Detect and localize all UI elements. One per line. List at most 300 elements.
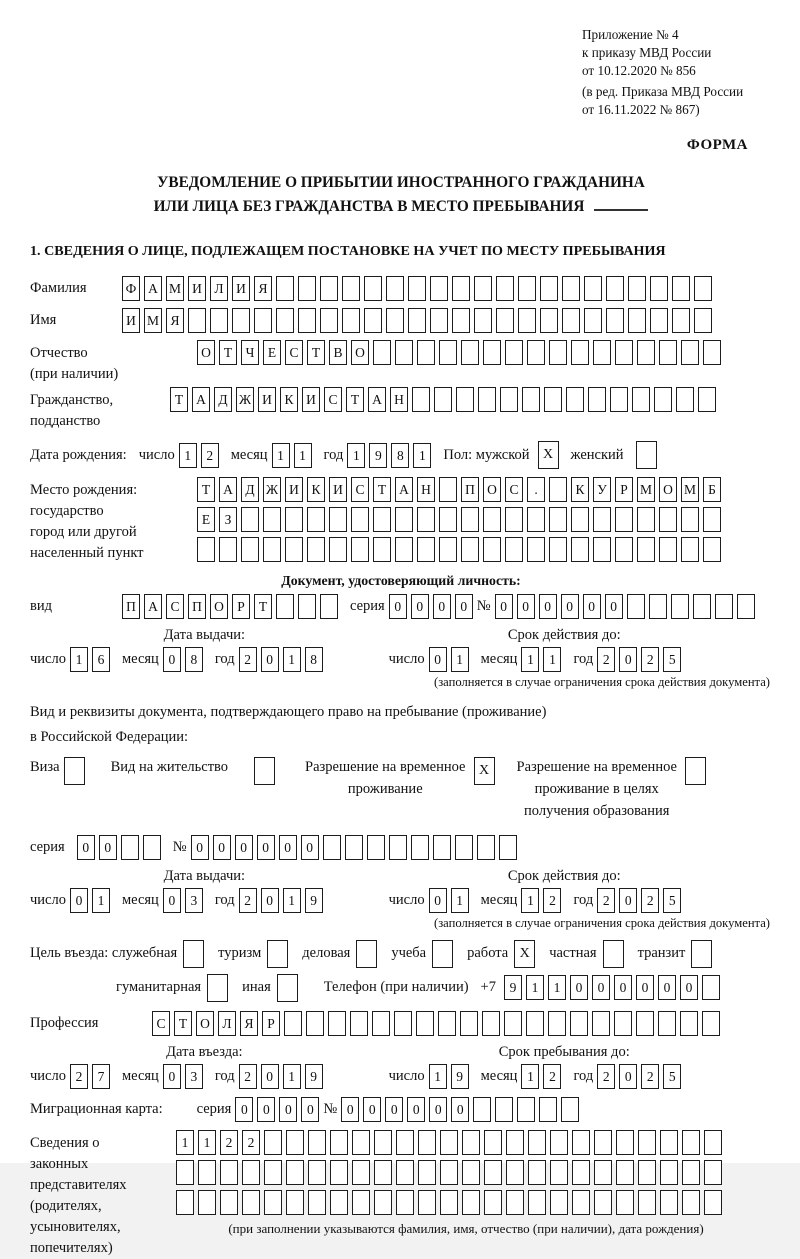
- char-cell-empty[interactable]: [473, 1097, 491, 1122]
- char-cell-filled[interactable]: Ж: [263, 477, 281, 502]
- char-cell-empty[interactable]: [456, 387, 474, 412]
- char-cell-empty[interactable]: [461, 507, 479, 532]
- char-cell-empty[interactable]: [342, 308, 360, 333]
- char-cell-filled[interactable]: 0: [680, 975, 698, 1000]
- char-cell-filled[interactable]: X: [474, 757, 495, 785]
- char-cell-empty[interactable]: [367, 835, 385, 860]
- char-cell-empty[interactable]: [460, 1011, 478, 1036]
- char-cell-filled[interactable]: М: [681, 477, 699, 502]
- char-cell-filled[interactable]: 0: [261, 647, 279, 672]
- char-cell-filled[interactable]: П: [461, 477, 479, 502]
- char-cell-filled[interactable]: 2: [597, 647, 615, 672]
- char-cell-empty[interactable]: [522, 387, 540, 412]
- char-cell-filled[interactable]: 1: [521, 647, 539, 672]
- char-cell-empty[interactable]: [474, 276, 492, 301]
- char-cell-empty[interactable]: [680, 1011, 698, 1036]
- char-cell-empty[interactable]: [374, 1160, 392, 1185]
- char-cell-filled[interactable]: Я: [254, 276, 272, 301]
- char-cell-empty[interactable]: [703, 507, 721, 532]
- char-cell-filled[interactable]: 0: [257, 1097, 275, 1122]
- char-cell-empty[interactable]: [285, 537, 303, 562]
- char-cell-empty[interactable]: [461, 340, 479, 365]
- char-cell-filled[interactable]: Я: [240, 1011, 258, 1036]
- char-cell-filled[interactable]: Л: [218, 1011, 236, 1036]
- char-cell-empty[interactable]: [373, 507, 391, 532]
- char-cell-filled[interactable]: 0: [605, 594, 623, 619]
- char-cell-empty[interactable]: [298, 594, 316, 619]
- char-cell-empty[interactable]: [672, 308, 690, 333]
- char-cell-empty[interactable]: [681, 507, 699, 532]
- char-cell-empty[interactable]: [345, 835, 363, 860]
- char-cell-empty[interactable]: [615, 340, 633, 365]
- char-cell-filled[interactable]: 5: [663, 1064, 681, 1089]
- char-cell-empty[interactable]: [440, 1190, 458, 1215]
- char-cell-empty[interactable]: [549, 537, 567, 562]
- char-cell-filled[interactable]: И: [122, 308, 140, 333]
- char-cell-filled[interactable]: X: [538, 441, 559, 469]
- char-cell-empty[interactable]: [703, 537, 721, 562]
- char-cell-empty[interactable]: [396, 1130, 414, 1155]
- char-cell-filled[interactable]: 2: [242, 1130, 260, 1155]
- char-cell-filled[interactable]: Б: [703, 477, 721, 502]
- char-cell-empty[interactable]: [263, 507, 281, 532]
- char-cell-empty[interactable]: [440, 1130, 458, 1155]
- char-cell-filled[interactable]: X: [514, 940, 535, 968]
- char-cell-empty[interactable]: [176, 1160, 194, 1185]
- char-cell-filled[interactable]: 0: [583, 594, 601, 619]
- char-cell-filled[interactable]: 0: [614, 975, 632, 1000]
- char-cell-empty[interactable]: [702, 1011, 720, 1036]
- char-cell-empty[interactable]: [562, 276, 580, 301]
- char-cell-empty[interactable]: [373, 340, 391, 365]
- char-cell-empty[interactable]: [396, 1190, 414, 1215]
- char-cell-empty[interactable]: [286, 1160, 304, 1185]
- char-cell-filled[interactable]: 1: [92, 888, 110, 913]
- char-cell-filled[interactable]: П: [122, 594, 140, 619]
- char-cell-filled[interactable]: Ф: [122, 276, 140, 301]
- char-cell-empty[interactable]: [549, 340, 567, 365]
- char-cell-empty[interactable]: [682, 1190, 700, 1215]
- char-cell-filled[interactable]: 7: [92, 1064, 110, 1089]
- char-cell-empty[interactable]: [411, 835, 429, 860]
- char-cell-empty[interactable]: [526, 1011, 544, 1036]
- business-checkbox[interactable]: [356, 940, 381, 968]
- char-cell-filled[interactable]: 0: [451, 1097, 469, 1122]
- char-cell-filled[interactable]: А: [144, 276, 162, 301]
- char-cell-empty[interactable]: [527, 340, 545, 365]
- char-cell-filled[interactable]: 0: [163, 888, 181, 913]
- official-checkbox[interactable]: [183, 940, 208, 968]
- char-cell-filled[interactable]: 9: [504, 975, 522, 1000]
- transit-checkbox[interactable]: [691, 940, 716, 968]
- char-cell-empty[interactable]: [650, 276, 668, 301]
- char-cell-empty[interactable]: [484, 1190, 502, 1215]
- char-cell-filled[interactable]: А: [219, 477, 237, 502]
- char-cell-empty[interactable]: [434, 387, 452, 412]
- char-cell-filled[interactable]: Е: [263, 340, 281, 365]
- char-cell-empty[interactable]: [500, 387, 518, 412]
- char-cell-empty[interactable]: [483, 340, 501, 365]
- char-cell-empty[interactable]: [592, 1011, 610, 1036]
- char-cell-empty[interactable]: [649, 594, 667, 619]
- char-cell-empty[interactable]: [593, 507, 611, 532]
- phone-cells[interactable]: [504, 975, 724, 1000]
- char-cell-filled[interactable]: 0: [279, 835, 297, 860]
- char-cell-filled[interactable]: 5: [663, 647, 681, 672]
- char-cell-filled[interactable]: 0: [539, 594, 557, 619]
- char-cell-empty[interactable]: [638, 1130, 656, 1155]
- char-cell-filled[interactable]: О: [659, 477, 677, 502]
- char-cell-empty[interactable]: [550, 1190, 568, 1215]
- char-cell-empty[interactable]: [482, 1011, 500, 1036]
- char-cell-empty[interactable]: [320, 276, 338, 301]
- char-cell-empty[interactable]: [594, 1190, 612, 1215]
- char-cell-empty[interactable]: [496, 308, 514, 333]
- char-cell-filled[interactable]: Т: [197, 477, 215, 502]
- char-cell-empty[interactable]: [323, 835, 341, 860]
- char-cell-empty[interactable]: [682, 1130, 700, 1155]
- char-cell-filled[interactable]: 0: [257, 835, 275, 860]
- char-cell-empty[interactable]: [616, 1130, 634, 1155]
- char-cell-empty[interactable]: [594, 1130, 612, 1155]
- char-cell-empty[interactable]: [198, 1190, 216, 1215]
- char-cell-empty[interactable]: [452, 308, 470, 333]
- char-cell-empty[interactable]: [267, 940, 288, 968]
- char-cell-filled[interactable]: 1: [521, 1064, 539, 1089]
- char-cell-empty[interactable]: [588, 387, 606, 412]
- char-cell-filled[interactable]: Е: [197, 507, 215, 532]
- char-cell-empty[interactable]: [549, 477, 567, 502]
- char-cell-filled[interactable]: Т: [174, 1011, 192, 1036]
- char-cell-empty[interactable]: [659, 340, 677, 365]
- char-cell-filled[interactable]: 1: [347, 443, 365, 468]
- char-cell-empty[interactable]: [528, 1190, 546, 1215]
- char-cell-filled[interactable]: 3: [185, 888, 203, 913]
- char-cell-empty[interactable]: [676, 387, 694, 412]
- char-cell-empty[interactable]: [210, 308, 228, 333]
- char-cell-filled[interactable]: 0: [570, 975, 588, 1000]
- char-cell-empty[interactable]: [540, 276, 558, 301]
- char-cell-filled[interactable]: А: [144, 594, 162, 619]
- char-cell-filled[interactable]: 0: [213, 835, 231, 860]
- char-cell-filled[interactable]: 0: [261, 888, 279, 913]
- char-cell-empty[interactable]: [389, 835, 407, 860]
- char-cell-empty[interactable]: [594, 1160, 612, 1185]
- char-cell-empty[interactable]: [330, 1130, 348, 1155]
- char-cell-empty[interactable]: [606, 276, 624, 301]
- char-cell-empty[interactable]: [64, 757, 85, 785]
- char-cell-empty[interactable]: [483, 537, 501, 562]
- char-cell-filled[interactable]: 0: [658, 975, 676, 1000]
- char-cell-filled[interactable]: 0: [619, 888, 637, 913]
- char-cell-empty[interactable]: [658, 1011, 676, 1036]
- char-cell-filled[interactable]: 8: [391, 443, 409, 468]
- char-cell-empty[interactable]: [320, 594, 338, 619]
- char-cell-empty[interactable]: [418, 1130, 436, 1155]
- char-cell-empty[interactable]: [636, 1011, 654, 1036]
- char-cell-filled[interactable]: 8: [305, 647, 323, 672]
- char-cell-empty[interactable]: [650, 308, 668, 333]
- char-cell-empty[interactable]: [219, 537, 237, 562]
- char-cell-filled[interactable]: 9: [305, 1064, 323, 1089]
- char-cell-filled[interactable]: 1: [179, 443, 197, 468]
- char-cell-filled[interactable]: П: [188, 594, 206, 619]
- char-cell-empty[interactable]: [352, 1160, 370, 1185]
- char-cell-empty[interactable]: [285, 507, 303, 532]
- char-cell-filled[interactable]: И: [232, 276, 250, 301]
- char-cell-empty[interactable]: [308, 1160, 326, 1185]
- char-cell-filled[interactable]: 2: [597, 1064, 615, 1089]
- char-cell-empty[interactable]: [681, 340, 699, 365]
- char-cell-filled[interactable]: 1: [283, 647, 301, 672]
- char-cell-empty[interactable]: [374, 1130, 392, 1155]
- char-cell-empty[interactable]: [394, 1011, 412, 1036]
- char-cell-empty[interactable]: [207, 974, 228, 1002]
- char-cell-filled[interactable]: 2: [220, 1130, 238, 1155]
- char-cell-empty[interactable]: [615, 507, 633, 532]
- char-cell-filled[interactable]: 0: [429, 888, 447, 913]
- char-cell-filled[interactable]: 0: [341, 1097, 359, 1122]
- char-cell-empty[interactable]: [183, 940, 204, 968]
- char-cell-empty[interactable]: [328, 1011, 346, 1036]
- char-cell-filled[interactable]: 2: [641, 888, 659, 913]
- char-cell-empty[interactable]: [571, 507, 589, 532]
- char-cell-filled[interactable]: А: [192, 387, 210, 412]
- char-cell-filled[interactable]: 0: [235, 835, 253, 860]
- char-cell-empty[interactable]: [570, 1011, 588, 1036]
- char-cell-empty[interactable]: [636, 441, 657, 469]
- char-cell-filled[interactable]: 0: [163, 1064, 181, 1089]
- char-cell-empty[interactable]: [566, 387, 584, 412]
- char-cell-empty[interactable]: [438, 1011, 456, 1036]
- char-cell-empty[interactable]: [518, 308, 536, 333]
- char-cell-empty[interactable]: [254, 757, 275, 785]
- char-cell-empty[interactable]: [506, 1160, 524, 1185]
- char-cell-empty[interactable]: [704, 1160, 722, 1185]
- char-cell-filled[interactable]: 0: [363, 1097, 381, 1122]
- char-cell-empty[interactable]: [374, 1190, 392, 1215]
- char-cell-filled[interactable]: 0: [592, 975, 610, 1000]
- char-cell-empty[interactable]: [671, 594, 689, 619]
- char-cell-empty[interactable]: [306, 1011, 324, 1036]
- char-cell-empty[interactable]: [286, 1130, 304, 1155]
- char-cell-empty[interactable]: [417, 507, 435, 532]
- char-cell-empty[interactable]: [606, 308, 624, 333]
- char-cell-filled[interactable]: 6: [92, 647, 110, 672]
- char-cell-filled[interactable]: 0: [70, 888, 88, 913]
- char-cell-filled[interactable]: О: [196, 1011, 214, 1036]
- char-cell-filled[interactable]: О: [351, 340, 369, 365]
- char-cell-filled[interactable]: 2: [543, 1064, 561, 1089]
- char-cell-filled[interactable]: 1: [283, 888, 301, 913]
- char-cell-filled[interactable]: Я: [166, 308, 184, 333]
- char-cell-empty[interactable]: [408, 276, 426, 301]
- char-cell-filled[interactable]: В: [329, 340, 347, 365]
- char-cell-empty[interactable]: [308, 1130, 326, 1155]
- char-cell-filled[interactable]: 1: [521, 888, 539, 913]
- char-cell-empty[interactable]: [672, 276, 690, 301]
- char-cell-empty[interactable]: [616, 1190, 634, 1215]
- char-cell-filled[interactable]: 2: [239, 1064, 257, 1089]
- char-cell-empty[interactable]: [220, 1190, 238, 1215]
- char-cell-empty[interactable]: [242, 1190, 260, 1215]
- char-cell-filled[interactable]: А: [368, 387, 386, 412]
- char-cell-filled[interactable]: 0: [389, 594, 407, 619]
- char-cell-empty[interactable]: [364, 308, 382, 333]
- char-cell-empty[interactable]: [654, 387, 672, 412]
- char-cell-filled[interactable]: 1: [451, 888, 469, 913]
- char-cell-empty[interactable]: [484, 1130, 502, 1155]
- char-cell-filled[interactable]: 2: [239, 647, 257, 672]
- char-cell-filled[interactable]: О: [197, 340, 215, 365]
- char-cell-filled[interactable]: 2: [239, 888, 257, 913]
- char-cell-empty[interactable]: [549, 507, 567, 532]
- char-cell-filled[interactable]: М: [637, 477, 655, 502]
- char-cell-empty[interactable]: [329, 507, 347, 532]
- char-cell-empty[interactable]: [682, 1160, 700, 1185]
- char-cell-empty[interactable]: [408, 308, 426, 333]
- char-cell-filled[interactable]: 1: [294, 443, 312, 468]
- char-cell-empty[interactable]: [373, 537, 391, 562]
- char-cell-empty[interactable]: [527, 507, 545, 532]
- char-cell-empty[interactable]: [548, 1011, 566, 1036]
- char-cell-empty[interactable]: [539, 1097, 557, 1122]
- char-cell-filled[interactable]: 0: [429, 1097, 447, 1122]
- char-cell-filled[interactable]: 0: [163, 647, 181, 672]
- char-cell-filled[interactable]: Т: [170, 387, 188, 412]
- char-cell-empty[interactable]: [418, 1160, 436, 1185]
- char-cell-filled[interactable]: 3: [185, 1064, 203, 1089]
- char-cell-filled[interactable]: 2: [597, 888, 615, 913]
- char-cell-filled[interactable]: 2: [543, 888, 561, 913]
- char-cell-empty[interactable]: [495, 1097, 513, 1122]
- char-cell-empty[interactable]: [461, 537, 479, 562]
- char-cell-empty[interactable]: [478, 387, 496, 412]
- char-cell-empty[interactable]: [330, 1160, 348, 1185]
- char-cell-filled[interactable]: 0: [77, 835, 95, 860]
- char-cell-empty[interactable]: [320, 308, 338, 333]
- char-cell-empty[interactable]: [550, 1160, 568, 1185]
- char-cell-empty[interactable]: [462, 1160, 480, 1185]
- char-cell-empty[interactable]: [616, 1160, 634, 1185]
- char-cell-empty[interactable]: [462, 1130, 480, 1155]
- char-cell-empty[interactable]: [615, 537, 633, 562]
- char-cell-empty[interactable]: [241, 537, 259, 562]
- char-cell-empty[interactable]: [505, 340, 523, 365]
- char-cell-empty[interactable]: [528, 1130, 546, 1155]
- char-cell-empty[interactable]: [395, 340, 413, 365]
- char-cell-empty[interactable]: [681, 537, 699, 562]
- char-cell-empty[interactable]: [572, 1160, 590, 1185]
- char-cell-empty[interactable]: [505, 537, 523, 562]
- char-cell-empty[interactable]: [504, 1011, 522, 1036]
- char-cell-empty[interactable]: [499, 835, 517, 860]
- char-cell-empty[interactable]: [703, 340, 721, 365]
- char-cell-empty[interactable]: [417, 340, 435, 365]
- char-cell-filled[interactable]: 0: [636, 975, 654, 1000]
- char-cell-filled[interactable]: 0: [561, 594, 579, 619]
- char-cell-filled[interactable]: Т: [254, 594, 272, 619]
- char-cell-empty[interactable]: [395, 537, 413, 562]
- char-cell-filled[interactable]: 0: [301, 1097, 319, 1122]
- char-cell-empty[interactable]: [352, 1190, 370, 1215]
- char-cell-filled[interactable]: 1: [176, 1130, 194, 1155]
- char-cell-filled[interactable]: 1: [413, 443, 431, 468]
- char-cell-empty[interactable]: [197, 537, 215, 562]
- char-cell-filled[interactable]: И: [188, 276, 206, 301]
- char-cell-filled[interactable]: И: [258, 387, 276, 412]
- char-cell-empty[interactable]: [628, 308, 646, 333]
- char-cell-filled[interactable]: 9: [369, 443, 387, 468]
- char-cell-filled[interactable]: 0: [429, 647, 447, 672]
- char-cell-empty[interactable]: [455, 835, 473, 860]
- char-cell-empty[interactable]: [628, 276, 646, 301]
- char-cell-empty[interactable]: [603, 940, 624, 968]
- char-cell-empty[interactable]: [386, 276, 404, 301]
- char-cell-empty[interactable]: [737, 594, 755, 619]
- char-cell-empty[interactable]: [496, 276, 514, 301]
- char-cell-empty[interactable]: [715, 594, 733, 619]
- char-cell-empty[interactable]: [474, 308, 492, 333]
- char-cell-empty[interactable]: [276, 594, 294, 619]
- char-cell-empty[interactable]: [143, 835, 161, 860]
- char-cell-empty[interactable]: [276, 308, 294, 333]
- char-cell-empty[interactable]: [416, 1011, 434, 1036]
- tourism-checkbox[interactable]: [267, 940, 292, 968]
- char-cell-filled[interactable]: Л: [210, 276, 228, 301]
- char-cell-filled[interactable]: Ч: [241, 340, 259, 365]
- char-cell-filled[interactable]: С: [285, 340, 303, 365]
- char-cell-empty[interactable]: [660, 1190, 678, 1215]
- char-cell-filled[interactable]: С: [351, 477, 369, 502]
- char-cell-filled[interactable]: И: [302, 387, 320, 412]
- study-checkbox[interactable]: [432, 940, 457, 968]
- char-cell-filled[interactable]: 1: [272, 443, 290, 468]
- char-cell-empty[interactable]: [395, 507, 413, 532]
- char-cell-empty[interactable]: [432, 940, 453, 968]
- char-cell-empty[interactable]: [452, 276, 470, 301]
- char-cell-empty[interactable]: [264, 1130, 282, 1155]
- char-cell-empty[interactable]: [264, 1190, 282, 1215]
- char-cell-filled[interactable]: 0: [301, 835, 319, 860]
- char-cell-filled[interactable]: Р: [262, 1011, 280, 1036]
- char-cell-empty[interactable]: [298, 276, 316, 301]
- char-cell-filled[interactable]: М: [166, 276, 184, 301]
- visa-checkbox[interactable]: [64, 757, 89, 785]
- char-cell-empty[interactable]: [637, 340, 655, 365]
- char-cell-filled[interactable]: 0: [455, 594, 473, 619]
- char-cell-filled[interactable]: 1: [451, 647, 469, 672]
- char-cell-empty[interactable]: [584, 308, 602, 333]
- char-cell-empty[interactable]: [483, 507, 501, 532]
- char-cell-empty[interactable]: [439, 507, 457, 532]
- char-cell-filled[interactable]: Р: [232, 594, 250, 619]
- char-cell-empty[interactable]: [561, 1097, 579, 1122]
- sex-female-checkbox[interactable]: [636, 441, 661, 469]
- char-cell-filled[interactable]: Д: [214, 387, 232, 412]
- char-cell-empty[interactable]: [440, 1160, 458, 1185]
- char-cell-filled[interactable]: 0: [517, 594, 535, 619]
- char-cell-empty[interactable]: [351, 507, 369, 532]
- char-cell-filled[interactable]: 1: [543, 647, 561, 672]
- char-cell-filled[interactable]: 2: [641, 1064, 659, 1089]
- other-checkbox[interactable]: [277, 974, 302, 1002]
- char-cell-filled[interactable]: 0: [619, 1064, 637, 1089]
- char-cell-empty[interactable]: [704, 1190, 722, 1215]
- char-cell-empty[interactable]: [544, 387, 562, 412]
- char-cell-empty[interactable]: [527, 537, 545, 562]
- char-cell-empty[interactable]: [659, 507, 677, 532]
